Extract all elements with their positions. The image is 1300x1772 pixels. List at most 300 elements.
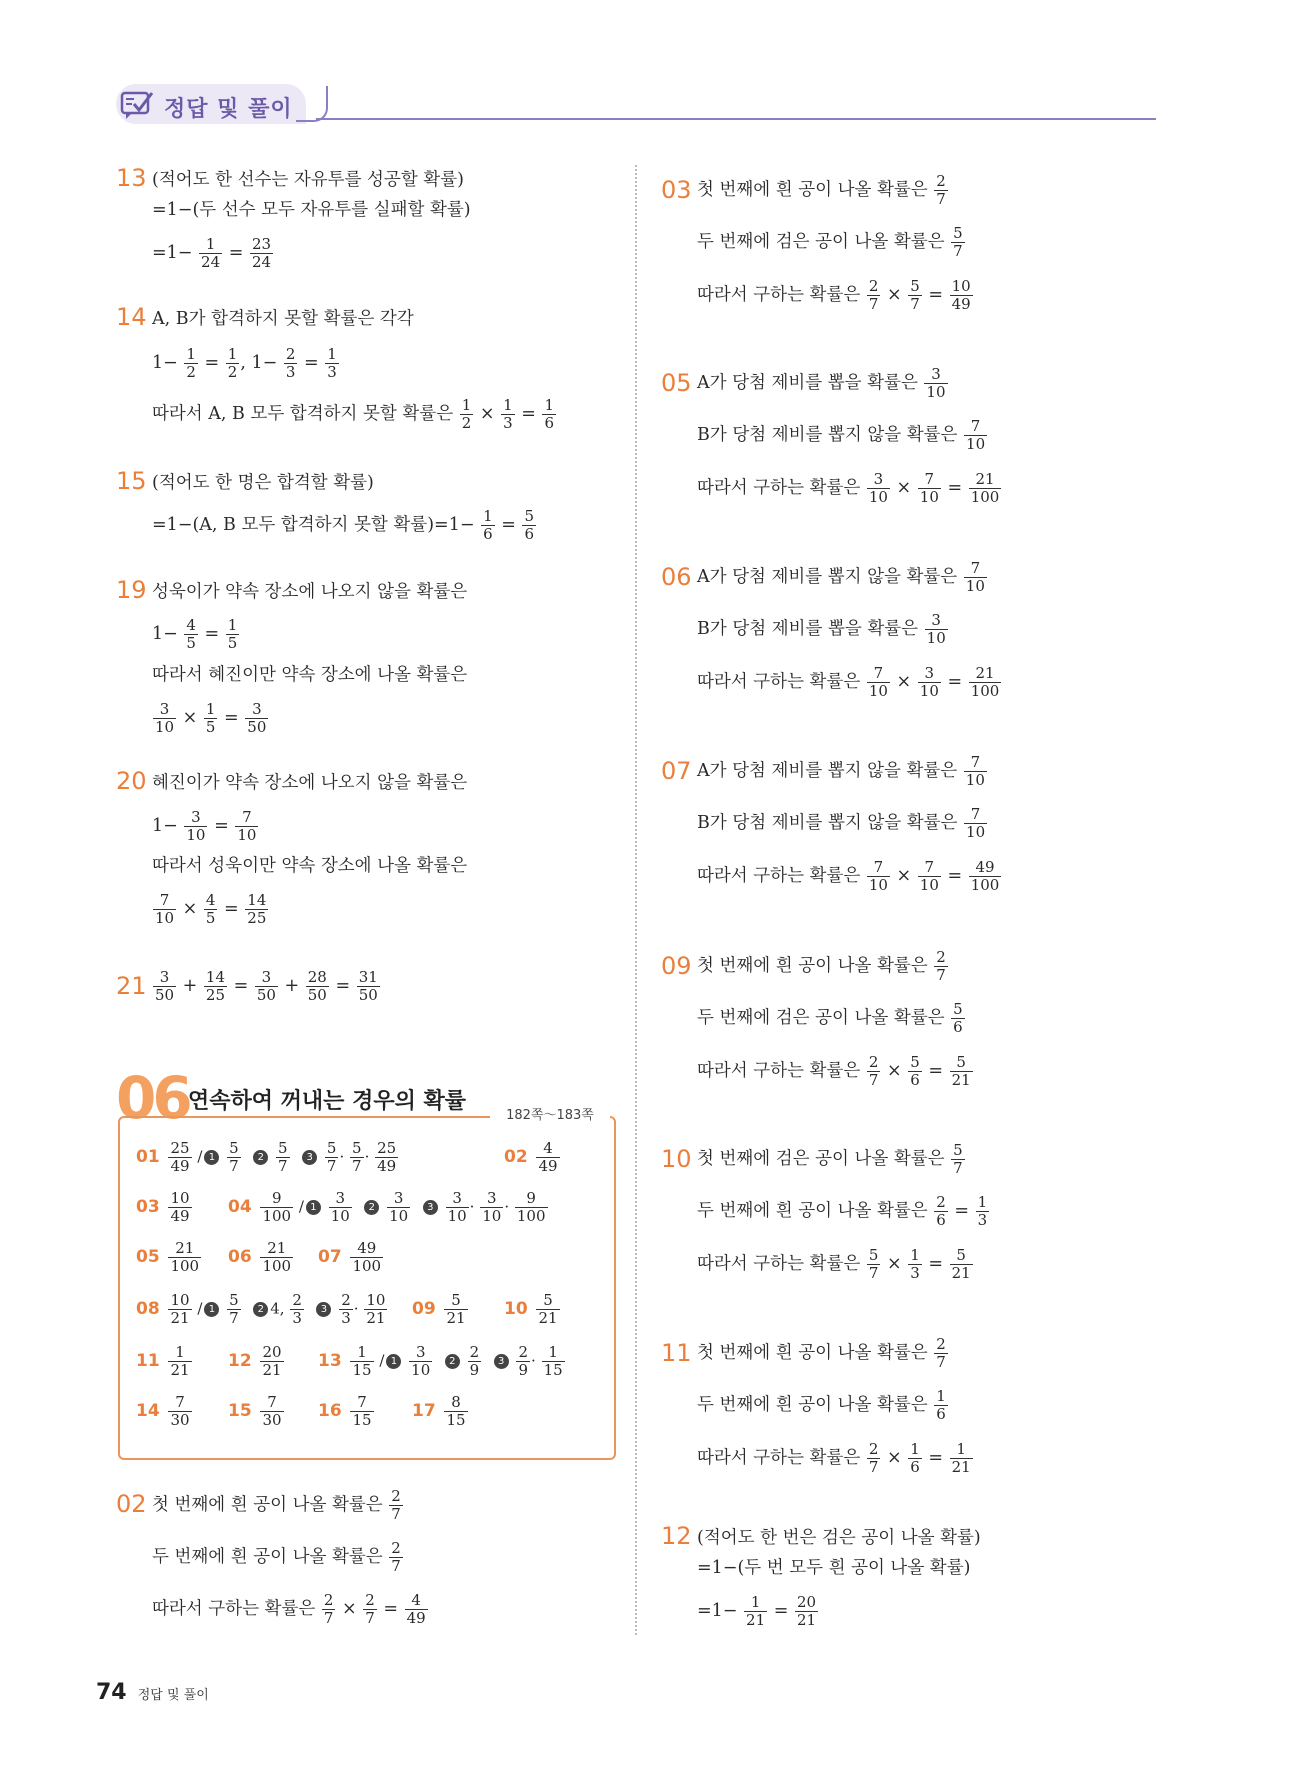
- fraction: [168, 1190, 191, 1225]
- denominator: 10: [965, 577, 985, 595]
- fraction: [325, 346, 339, 381]
- answer-cell: [136, 1140, 399, 1175]
- fraction: [389, 1540, 403, 1575]
- numerator: 1: [544, 396, 554, 414]
- denominator: 6: [953, 1018, 963, 1036]
- fraction: [184, 809, 207, 844]
- solution-line: [697, 170, 949, 210]
- numerator: 1: [461, 396, 472, 414]
- fraction: [168, 1140, 191, 1175]
- fraction: [350, 1140, 364, 1175]
- fraction: [964, 560, 987, 595]
- op: 1−: [152, 624, 178, 644]
- fraction: [918, 859, 941, 894]
- problem-number: 15: [116, 467, 147, 495]
- op: ×: [479, 404, 495, 424]
- numerator: 3: [153, 969, 176, 987]
- numerator: 4: [186, 616, 196, 634]
- problem-number: 09: [661, 952, 692, 980]
- answer-cell: [136, 1190, 193, 1225]
- solution-line: [697, 1591, 819, 1631]
- numerator: 21: [260, 1240, 293, 1258]
- denominator: 6: [936, 1405, 946, 1423]
- fraction: [934, 1336, 948, 1371]
- solution-line: [697, 1333, 949, 1373]
- solution-line: [697, 1438, 974, 1478]
- solution-text: 따라서 구하는 확률은: [697, 672, 861, 692]
- fraction: [260, 1240, 293, 1275]
- op: ×: [886, 1061, 902, 1081]
- problem-number: 12: [661, 1522, 692, 1550]
- fraction: [250, 236, 273, 271]
- solution-line: [152, 343, 340, 383]
- denominator: 10: [155, 909, 175, 927]
- page-number: 74: [96, 1680, 127, 1705]
- answer-cell: [504, 1292, 561, 1327]
- numerator: 3: [867, 471, 890, 489]
- denominator: 6: [910, 1071, 920, 1089]
- circled-number: 2: [364, 1200, 379, 1215]
- numerator: 31: [358, 968, 378, 986]
- denominator: 7: [278, 1157, 288, 1175]
- numerator: 5: [868, 1246, 879, 1264]
- fraction: [325, 1140, 339, 1175]
- denominator: 10: [966, 435, 986, 453]
- numerator: 7: [153, 892, 176, 910]
- fraction: [260, 1394, 283, 1429]
- fraction: [364, 1292, 387, 1327]
- denominator: 3: [977, 1211, 988, 1229]
- fraction: [480, 1190, 503, 1225]
- solution-line: [697, 803, 988, 843]
- fraction: [153, 701, 176, 736]
- denominator: 7: [323, 1609, 334, 1627]
- fraction: [153, 969, 176, 1004]
- numerator: 3: [387, 1190, 410, 1208]
- denominator: 10: [186, 826, 206, 844]
- denominator: 7: [365, 1609, 375, 1627]
- fraction: [908, 1441, 922, 1476]
- fraction: [255, 969, 278, 1004]
- numerator: 1: [199, 236, 222, 254]
- fraction: [339, 1292, 353, 1327]
- fraction: [951, 225, 965, 260]
- numerator: 2: [518, 1343, 529, 1361]
- answer-number: 07: [318, 1246, 342, 1267]
- numerator: 2: [936, 948, 946, 966]
- solution-line: [697, 1139, 966, 1179]
- fraction: [908, 1247, 922, 1282]
- op: ·: [353, 1299, 359, 1318]
- denominator: 2: [186, 363, 196, 381]
- solution-line: [152, 394, 557, 434]
- denominator: 25: [205, 986, 226, 1004]
- problem-number: 21: [116, 972, 147, 1000]
- fraction: [542, 1344, 565, 1379]
- fraction: [357, 969, 380, 1004]
- solution-line: [152, 966, 381, 1006]
- denominator: 10: [237, 826, 257, 844]
- solution-text: =1−(A, B 모두 합격하지 못할 확률)=1−: [152, 515, 475, 535]
- op: /: [197, 1147, 203, 1166]
- numerator: 10: [170, 1189, 190, 1207]
- denominator: 2: [227, 363, 238, 381]
- solution-line: (적어도 한 번은 검은 공이 나올 확률): [697, 1528, 981, 1548]
- denominator: 10: [868, 488, 888, 506]
- denominator: 21: [262, 1361, 282, 1379]
- numerator: 3: [255, 969, 278, 987]
- numerator: 2: [391, 1539, 401, 1557]
- solution-line: [152, 1485, 404, 1525]
- denominator: 7: [936, 966, 946, 984]
- problem-number: 03: [661, 176, 692, 204]
- solution-line: [697, 363, 949, 403]
- numerator: 7: [918, 471, 941, 489]
- answer-cell: [136, 1240, 202, 1275]
- denominator: 100: [352, 1257, 382, 1275]
- denominator: 49: [538, 1157, 558, 1175]
- fraction: [918, 471, 941, 506]
- numerator: 20: [262, 1343, 282, 1361]
- numerator: 5: [950, 1054, 973, 1072]
- solution-text: 두 번째에 흰 공이 나올 확률은: [697, 1201, 928, 1221]
- numerator: 9: [515, 1190, 548, 1208]
- fraction: [199, 236, 222, 271]
- answer-cell: [228, 1240, 294, 1275]
- answer-cell: [412, 1394, 469, 1429]
- answer-cell: [318, 1344, 566, 1379]
- circled-number: 1: [204, 1150, 219, 1165]
- fraction: [867, 665, 890, 700]
- denominator: 50: [307, 986, 327, 1004]
- fraction: [409, 1344, 432, 1379]
- solution-line: [697, 415, 988, 455]
- fraction: [329, 1190, 352, 1225]
- op: ×: [341, 1599, 357, 1619]
- denominator: 6: [524, 525, 534, 543]
- denominator: 10: [447, 1207, 467, 1225]
- denominator: 21: [170, 1361, 190, 1379]
- denominator: 3: [327, 363, 337, 381]
- denominator: 100: [262, 1207, 292, 1225]
- denominator: 10: [926, 383, 946, 401]
- denominator: 21: [796, 1611, 817, 1629]
- op: 1−: [251, 353, 278, 373]
- solution-line: [697, 222, 966, 262]
- denominator: 10: [919, 682, 939, 700]
- numerator: 1: [950, 1441, 973, 1459]
- denominator: 6: [483, 525, 493, 543]
- denominator: 10: [868, 876, 888, 894]
- fraction: [536, 1292, 559, 1327]
- denominator: 50: [247, 718, 267, 736]
- op: =1−: [152, 243, 193, 263]
- numerator: 3: [924, 366, 947, 384]
- answer-cell: [318, 1394, 375, 1429]
- numerator: 1: [910, 1440, 920, 1458]
- denominator: 50: [256, 986, 276, 1004]
- numerator: 2: [868, 1053, 879, 1071]
- numerator: 4: [536, 1140, 559, 1158]
- answer-number: 13: [318, 1350, 342, 1371]
- circled-number: 3: [316, 1302, 331, 1317]
- solution-text: 첫 번째에 흰 공이 나올 확률은: [697, 956, 928, 976]
- fraction: [969, 665, 1002, 700]
- denominator: 7: [936, 1353, 946, 1371]
- op: ×: [896, 478, 912, 498]
- solution-text: 따라서 구하는 확률은: [697, 1254, 861, 1274]
- numerator: 2: [341, 1291, 351, 1309]
- solution-line: [152, 806, 259, 846]
- answer-number: 02: [504, 1146, 528, 1167]
- numerator: 5: [910, 277, 920, 295]
- numerator: 49: [969, 859, 1002, 877]
- numerator: 1: [227, 345, 238, 363]
- numerator: 3: [329, 1190, 352, 1208]
- op: ×: [182, 708, 198, 728]
- denominator: 21: [951, 1458, 971, 1476]
- solution-text: 첫 번째에 검은 공이 나올 확률은: [697, 1149, 945, 1169]
- denominator: 10: [482, 1207, 502, 1225]
- op: =: [928, 1254, 944, 1274]
- denominator: 21: [951, 1071, 971, 1089]
- problem-number: 19: [116, 576, 147, 604]
- solution-line: [697, 1385, 949, 1425]
- solution-line: [697, 751, 988, 791]
- op: =: [501, 515, 516, 535]
- solution-line: [697, 856, 1002, 896]
- fraction: [204, 701, 218, 736]
- circled-number: 3: [494, 1354, 509, 1369]
- numerator: 4: [205, 891, 216, 909]
- numerator: 10: [366, 1291, 386, 1309]
- answer-number: 08: [136, 1298, 160, 1319]
- numerator: 25: [170, 1139, 190, 1157]
- circled-number: 2: [445, 1354, 460, 1369]
- solution-line: [152, 233, 274, 273]
- numerator: 5: [229, 1139, 239, 1157]
- numerator: 9: [260, 1190, 293, 1208]
- numerator: 8: [444, 1394, 467, 1412]
- solution-line: [152, 698, 269, 738]
- op: =: [773, 1601, 789, 1621]
- fraction: [934, 1388, 948, 1423]
- footer-label: 정답 및 풀이: [137, 1688, 209, 1703]
- fraction: [867, 471, 890, 506]
- fraction: [950, 1441, 973, 1476]
- solution-line: [152, 1537, 404, 1577]
- numerator: 1: [910, 1246, 920, 1264]
- solution-line: [697, 468, 1002, 508]
- denominator: 3: [285, 363, 296, 381]
- denominator: 100: [970, 876, 1000, 894]
- fraction: [468, 1344, 482, 1379]
- fraction: [522, 508, 536, 543]
- fraction: [168, 1240, 201, 1275]
- numerator: 20: [796, 1593, 817, 1611]
- op: ,: [240, 353, 246, 373]
- fraction: [284, 346, 298, 381]
- op: ×: [896, 866, 912, 886]
- denominator: 10: [155, 718, 175, 736]
- op: =: [303, 353, 319, 373]
- denominator: 49: [170, 1157, 190, 1175]
- op: 1−: [152, 816, 178, 836]
- numerator: 7: [964, 418, 987, 436]
- solution-text: B가 당첨 제비를 뽑을 확률은: [697, 619, 919, 639]
- answer-number: 05: [136, 1246, 160, 1267]
- solution-line: [152, 889, 269, 929]
- answer-cell: [228, 1190, 549, 1225]
- numerator: 5: [352, 1139, 362, 1157]
- fraction: [867, 859, 890, 894]
- numerator: 1: [503, 396, 513, 414]
- solution-line: [697, 946, 949, 986]
- denominator: 7: [868, 1071, 879, 1089]
- denominator: 5: [205, 718, 216, 736]
- op: =: [947, 478, 963, 498]
- op: ·: [531, 1351, 536, 1370]
- fraction: [867, 1054, 881, 1089]
- numerator: 2: [936, 172, 946, 190]
- fraction: [153, 892, 176, 927]
- fraction: [964, 418, 987, 453]
- solution-text: A가 당첨 제비를 뽑지 않을 확률은: [697, 761, 958, 781]
- solution-text: 따라서 구하는 확률은: [152, 1599, 316, 1619]
- op: =: [228, 243, 244, 263]
- answer-number: 17: [412, 1400, 436, 1421]
- denominator: 50: [358, 986, 378, 1004]
- denominator: 25: [247, 909, 267, 927]
- fraction: [951, 1001, 965, 1036]
- circled-number: 1: [306, 1200, 321, 1215]
- numerator: 3: [153, 701, 176, 719]
- op: ·: [469, 1197, 475, 1216]
- denominator: 15: [352, 1411, 372, 1429]
- solution-text: 따라서 A, B 모두 합격하지 못할 확률은: [152, 404, 454, 424]
- fraction: [918, 665, 941, 700]
- denominator: 7: [229, 1309, 239, 1327]
- op: =: [204, 353, 220, 373]
- numerator: 5: [524, 507, 534, 525]
- op: =: [233, 976, 249, 996]
- denominator: 49: [951, 295, 971, 313]
- denominator: 10: [919, 488, 939, 506]
- numerator: 5: [950, 1247, 973, 1265]
- numerator: 3: [925, 612, 948, 630]
- fraction: [226, 617, 240, 652]
- numerator: 1: [186, 345, 196, 363]
- problem-number: 05: [661, 369, 692, 397]
- numerator: 1: [227, 616, 238, 634]
- denominator: 10: [919, 876, 939, 894]
- solution-line: [152, 614, 240, 654]
- fraction: [951, 1142, 965, 1177]
- answer-number: 12: [228, 1350, 252, 1371]
- answer-number: 01: [136, 1146, 160, 1167]
- header-rule: [316, 118, 1156, 120]
- solution-text: 첫 번째에 흰 공이 나올 확률은: [152, 1495, 383, 1515]
- numerator: 1: [168, 1344, 191, 1362]
- denominator: 100: [970, 488, 1000, 506]
- denominator: 7: [391, 1505, 401, 1523]
- fraction: [950, 1054, 973, 1089]
- denominator: 7: [229, 1157, 239, 1175]
- fraction: [444, 1292, 467, 1327]
- denominator: 100: [970, 682, 1000, 700]
- numerator: 2: [936, 1335, 946, 1353]
- solution-text: 따라서 구하는 확률은: [697, 285, 861, 305]
- op: =: [954, 1201, 970, 1221]
- op: =: [947, 672, 963, 692]
- solution-text: 따라서 구하는 확률은: [697, 478, 861, 498]
- numerator: 7: [867, 665, 890, 683]
- numerator: 14: [247, 891, 267, 909]
- fraction: [481, 508, 495, 543]
- numerator: 21: [969, 665, 1002, 683]
- numerator: 1: [977, 1193, 988, 1211]
- fraction: [168, 1344, 191, 1379]
- solution-line: [697, 1244, 974, 1284]
- numerator: 5: [278, 1139, 288, 1157]
- numerator: 1: [350, 1344, 373, 1362]
- fraction: [387, 1190, 410, 1225]
- answer-number: 06: [228, 1246, 252, 1267]
- solution-line: =1−(두 선수 모두 자유투를 실패할 확률): [152, 200, 471, 220]
- numerator: 5: [953, 224, 963, 242]
- numerator: 2: [868, 277, 879, 295]
- numerator: 5: [444, 1292, 467, 1310]
- denominator: 10: [966, 823, 986, 841]
- numerator: 2: [469, 1343, 480, 1361]
- fraction: [934, 949, 948, 984]
- fraction: [363, 1592, 377, 1627]
- denominator: 7: [953, 1159, 963, 1177]
- numerator: 7: [235, 809, 258, 827]
- denominator: 21: [746, 1611, 766, 1629]
- numerator: 14: [205, 968, 226, 986]
- op: =: [521, 404, 536, 424]
- numerator: 49: [350, 1240, 383, 1258]
- op: /: [379, 1351, 385, 1370]
- column-divider: [635, 165, 637, 1635]
- denominator: 7: [326, 1157, 337, 1175]
- denominator: 7: [391, 1557, 401, 1575]
- circled-number: 3: [302, 1150, 317, 1165]
- answer-cell: [504, 1140, 561, 1175]
- answer-number: 09: [412, 1298, 436, 1319]
- numerator: 7: [918, 859, 941, 877]
- answer-number: 04: [228, 1196, 252, 1217]
- denominator: 10: [330, 1207, 350, 1225]
- numerator: 2: [365, 1591, 375, 1609]
- numerator: 10: [951, 277, 971, 295]
- op: =: [928, 1448, 944, 1468]
- denominator: 7: [936, 190, 946, 208]
- section-number: 06: [116, 1064, 189, 1132]
- solution-text: 두 번째에 흰 공이 나올 확률은: [152, 1547, 383, 1567]
- fraction: [226, 346, 240, 381]
- denominator: 3: [341, 1309, 351, 1327]
- op: ×: [896, 672, 912, 692]
- numerator: 7: [964, 560, 987, 578]
- numerator: 21: [969, 471, 1002, 489]
- fraction: [405, 1592, 428, 1627]
- numerator: 10: [170, 1291, 190, 1309]
- solution-line: A, B가 합격하지 못할 확률은 각각: [152, 309, 414, 329]
- answer-cell: [136, 1292, 388, 1327]
- numerator: 2: [323, 1591, 334, 1609]
